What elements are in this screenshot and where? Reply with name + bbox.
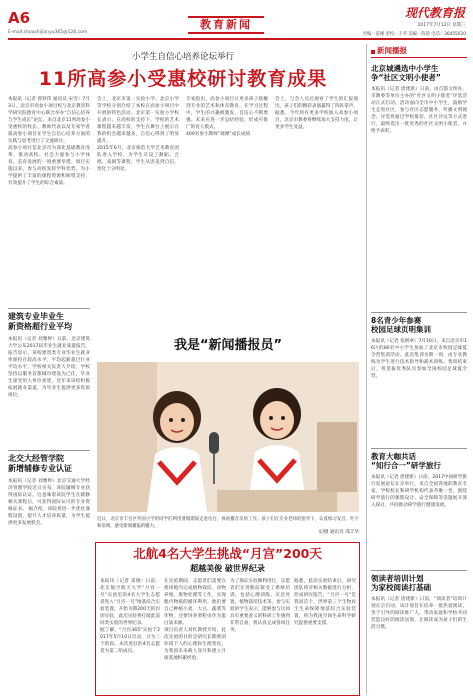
side-story-1-headline: 建筑专业毕业生 新资格超行业平均 bbox=[8, 312, 72, 331]
header-rule bbox=[8, 38, 466, 40]
side-story-1-body: 本报讯（记者 刘雅婷）日前，北京建筑大学公布2017届毕业生就业质量报告，报告显示，该校建筑类专业毕业生就业率保持在较高水平，平均起薪超过行业平均水平。学校相关负责人介绍，学校坚持以服务首都城市建设为己任，毕业生深受用人单位欢迎，近年来该校积极拓展就业渠道，为毕业生提供更多优质岗位。 bbox=[8, 337, 90, 398]
section-square-icon bbox=[371, 50, 375, 54]
right-rule-3 bbox=[371, 570, 467, 571]
brand-logo: 现代教育报 bbox=[404, 6, 465, 20]
brief-4-headline: 领读者培训计划 为家校阅读打基础 bbox=[371, 574, 431, 592]
vertical-divider bbox=[366, 44, 367, 694]
editors-line: 责编：雷刚 责校：王华 美编：陈晨 电话：36455020 bbox=[362, 32, 466, 37]
photo-title-text: 我是“新闻播报员” bbox=[173, 338, 283, 353]
main-headline: 11所高参小受惠校研讨教育成果 bbox=[38, 68, 328, 90]
feature-col-1: 本报讯（记者 雷刚）日前，北京航空航天大学“月宫一号”实验室的4名大学生志愿者进入“月宫一号”地基综合实验装置，开始为期200天的封闭实验，此次实验将打破此前同类实验的世界纪录。 据了解，“月宫365”实验于2017年5月10日启动，分为三个阶段。本次进驻的4名志愿者为第二组成员。 bbox=[100, 579, 160, 654]
email-line: E-mail:shoushijianyu365@126.com bbox=[8, 30, 88, 35]
feature-col-4: 据悉，此次实验结束后，研究团队将对相关数据进行分析，形成研究报告。“月宫一号”是我国首个、世界第三个生物再生生命保障地基综合实验装置，将为我国空间生命科学研究提供重要支撑。 bbox=[294, 579, 356, 626]
right-rule-1 bbox=[371, 312, 467, 313]
left-rule-1 bbox=[8, 308, 90, 309]
right-rule-2 bbox=[371, 448, 467, 449]
main-col-4: 会上，与会人员还观看了学生的汇报演出。孩子们的精彩表演赢得了阵阵掌声。据悉，今年将有更多学校加入高参小项目，北京市教委将继续加大支持力度，让更多学生受益。 bbox=[275, 97, 358, 130]
main-col-3: 专家指出，高参小项目让更多孩子接触到专业的艺术和体育教育，在学习过程中，学生的兴趣被激发，自信心不断增强。未来应进一步总结经验，形成可推广的育人模式。 400名参小教师“观摩”成长成绩 bbox=[186, 97, 268, 137]
feature-headline: 北航4名大学生挑战“月宫”200天 bbox=[133, 546, 322, 561]
side-story-2-headline: 北交大经管学院 新增辅修专业认证 bbox=[8, 454, 72, 473]
date-line: 2017年7月12日 星期三 bbox=[417, 23, 466, 28]
photo-credit: 文/摄 通讯员 邵丰华 bbox=[317, 530, 359, 535]
main-col-1: 本报讯（记者 郭铁伟 通讯员 宋雪）7月3日，北京市高参小项目校与北京教育科学研究院德育中心联合举办“自信心培养与学生成长”论坛，来自北京11所高参小受惠校的校长、教师代表以及专家学者就高参小项目在学生自信心培养方面的实践与思考进行了交流研讨。 高参小项目是北京市为深化基础教育改革，推动高校、社会力量参与小学体育、美育发展的一项重要举措。项目实施以来，参与高校发挥学科优势，为小学提供了丰富的课程资源和师资支持，有效提升了学生的综合素质。 bbox=[8, 97, 90, 186]
right-section-title bbox=[371, 46, 467, 58]
section-label bbox=[188, 16, 264, 34]
side-story-2-body: 本报讯（记者 刘雅婷）北京交通大学经济管理学院近日宣布，该院辅修专业获得国际认证。这意味着该院学生在辅修相关课程后，可获得国际认可的专业资格证书。 据介绍，该院将进一步优化课程设置，提升人才培养质量，为学生提供更多发展机会。 bbox=[8, 479, 90, 526]
brief-1-headline: 北京城遴选中小学生 争“社区文明小使者” bbox=[371, 64, 441, 82]
brief-1-body: 本报讯（记者 唐建新）日前，由首都文明办、市教委等单位主办的“社区文明小使者”评选活动正式启动。活动面向全市中小学生，鼓励学生走进社区，参与社区志愿服务，传播文明理念。评选将通过学校推荐、社区评议等方式进行，最终选出一批优秀的社区文明小使者，并给予表彰。 bbox=[371, 87, 467, 134]
news-photo bbox=[97, 362, 359, 512]
brief-2-headline: 8名青少年参赛 校园足球页明集训 bbox=[371, 316, 431, 334]
photo-title bbox=[97, 338, 359, 353]
photo-caption: 近日，北京市丰台区外国小学的同学们利用暑假期间走进电台，体验播音员的工作。孩子们在专业老师的指导下，认真练习发音、吐字和语调，感受新闻播报的魅力。 bbox=[97, 517, 359, 529]
photo-illustration bbox=[97, 362, 359, 512]
main-col-2: 会上，北京市第一实验小学、北京小学等学校分别介绍了本校在高参小项目中开展的特色活动。北京第一实验小学校长表示，在高校的支持下，学校的艺术课程越来越丰富，学生在舞台上展示自我的机会越来越多，自信心得到了明显提升。 2015年6月，北京师范大学艺术教育团队进入学校，为学生开设了舞蹈、合唱、戏剧等课程，学生从害羞到自信，变化十分明显。 bbox=[97, 97, 179, 172]
brief-4-body: 本报讯（记者 唐建新）日前，“领读者”培训计划在京启动。该计划旨在培养一批热爱阅读、善于引导的阅读推广人，带动家庭和学校共同营造良好的阅读氛围，让阅读成为孩子们的生活习惯。 bbox=[371, 597, 467, 630]
main-kicker: 小学生自信心培养论坛举行 bbox=[131, 52, 234, 62]
right-section-title-text: 新闻播报 bbox=[377, 46, 407, 55]
page-number: A6 bbox=[8, 9, 31, 27]
feature-subheadline: 超越美俊 破世界纪录 bbox=[190, 564, 265, 573]
feature-col-2: 在实验期间，志愿者们需要在密闭舱内完成植物栽培、动物养殖、废物处理等工作，实现舱内物质的循环利用。他们要自己种植小麦、大豆、蔬菜等作物，还要饲养黄粉虫作为蛋白质来源。 项目负责人刘红教授介绍，此次实验的目的是研究长期密闭环境下人的心理和生理变化，为我国未来载人登月和建立月球基地积累经验。 bbox=[164, 579, 226, 661]
brief-2-body: 本报讯（记者 张朝翠）7月10日，来自北京市16区的80名中小学生参加了北京市校园足球夏令营集训活动。此次集训为期一周，由专业教练为学生进行技术指导和战术训练。集训结束后，将选拔优秀队员参加全国校园足球夏令营。 bbox=[371, 339, 467, 379]
section-label-text: 教育新闻 bbox=[200, 18, 252, 31]
feature-col-3: 为了保证实验顺利进行，志愿者们在进舱前接受了系统培训，包括心理训练、应急处置、植物栽培技术等。参与实验的学生表示，能够参与这项具有重要意义的科研工作感到非常自豪，将认真完成各项任务。 bbox=[230, 579, 290, 633]
brief-3-headline: 教育大咖共话 “知行合一”研学旅行 bbox=[371, 452, 441, 470]
left-rule-2 bbox=[8, 450, 90, 451]
brief-3-body: 本报讯（记者 唐建新）日前，2017中国研学旅行发展论坛在京举行。来自全国各地的教育专家、学校校长和研学机构代表齐聚一堂，围绕研学旅行的课程设计、安全保障等话题展开深入探讨，共同推动研学旅行健康发展。 bbox=[371, 475, 467, 508]
